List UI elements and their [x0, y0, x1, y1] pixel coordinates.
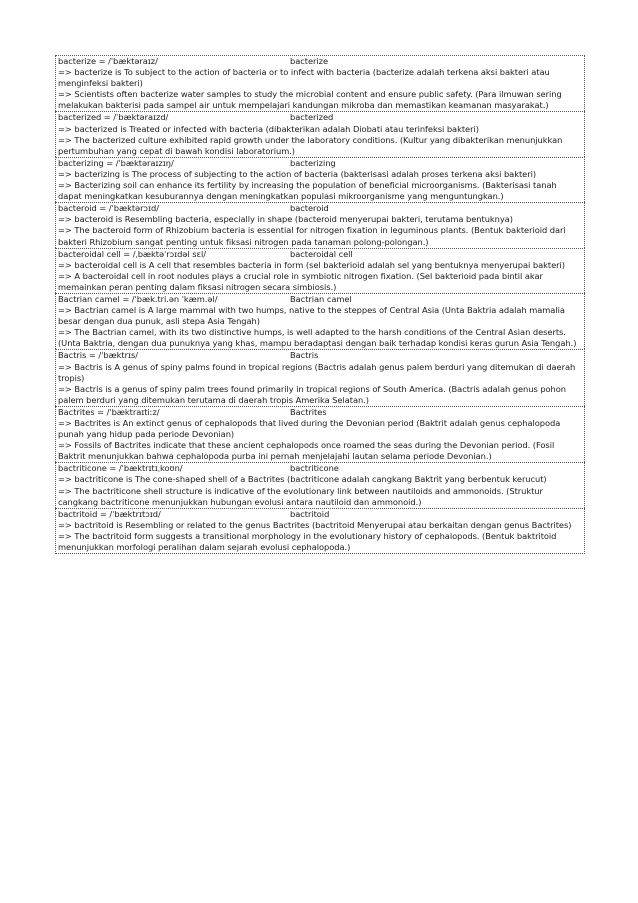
entry-definition: => bacterizing is The process of subjecting to the action of bacteria (bakterisasi adalah proses terkena aksi bakteri) [58, 168, 537, 179]
entry-word: Bactrian camel [290, 293, 352, 304]
entry-header [58, 249, 582, 260]
entry-definition: => bacteroidal cell is A cell that resembles bacteria in form (sel bakterioid adalah sel yang bentuknya menyerupai bakteri) [58, 259, 565, 270]
entry-pronunciation: Bactrian camel = /ˈbæk.tri.ən ˈkæm.əl/ [58, 293, 218, 304]
entry-bactrian-camel [55, 293, 585, 349]
entry-pronunciation: bacteroid = /ˈbæktərɔɪd/ [58, 203, 159, 214]
entry-word: bacterizing [290, 157, 336, 168]
entry-header [58, 294, 582, 305]
entry-definition: => Bactrites is An extinct genus of cephalopods that lived during the Devonian period (Baktrit adalah genus cephalopoda punah yang hidup pada periode Devonian) [58, 418, 561, 440]
entry-bactritoid [55, 508, 585, 554]
entry-example: => Bactris is a genus of spiny palm trees found primarily in tropical regions of South America. (Bactris adalah genus pohon palem berduri yang ditemukan terutama di daerah tropis Amerika Selatan.) [58, 383, 567, 405]
entry-header [58, 407, 582, 418]
entry-header [58, 56, 582, 67]
entry-example: => Fossils of Bactrites indicate that these ancient cephalopods once roamed the seas during the Devonian period. (Fosil Baktrit menunjukkan bahwa cephalopoda purba ini pernah menjelajahi lautan selama periode Devonian.) [58, 440, 555, 462]
entry-word: bacteroidal cell [290, 248, 353, 259]
entry-header [58, 112, 582, 123]
entry-pronunciation: Bactrites = /ˈbæktraɪtiːz/ [58, 406, 160, 417]
entry-bactriticone [55, 462, 585, 507]
entry-header [58, 158, 582, 169]
entry-pronunciation: bactriticone = /ˈbæktrɪtɪˌkoʊn/ [58, 463, 183, 474]
entry-definition: => bacterize is To subject to the action of bacteria or to infect with bacteria (bacterize adalah terkena aksi bakteri atau menginfeksi bakteri) [58, 67, 550, 89]
entry-definition: => Bactrian camel is A large mammal with two humps, native to the steppes of Central Asia (Unta Baktria adalah mamalia besar dengan dua punuk, asli stepa Asia Tengah) [58, 305, 565, 327]
entry-bacterizing [55, 157, 585, 202]
entry-definition: => bacteroid is Resembling bacteria, especially in shape (bacteroid menyerupai bakteri, terutama bentuknya) [58, 214, 513, 225]
entry-bactris [55, 349, 585, 405]
entry-header [58, 509, 582, 520]
entry-definition: => Bactris is A genus of spiny palms found in tropical regions (Bactris adalah genus palem berduri yang ditemukan di daerah tropis) [58, 361, 576, 383]
entry-pronunciation: bacterized = /ˈbæktəraɪzd/ [58, 112, 169, 123]
entry-word: Bactrites [290, 406, 327, 417]
entry-bacterize [55, 55, 585, 111]
entry-pronunciation: bacterizing = /ˈbæktəraɪzɪŋ/ [58, 157, 174, 168]
entry-bacteroidal-cell [55, 248, 585, 293]
entry-example: => Bacterizing soil can enhance its fertility by increasing the population of beneficial microorganisms. (Bakterisasi tanah dapat meningkatkan kesuburannya dengan meningkatkan populasi mikroorganisme yang menguntungkan.) [58, 180, 557, 202]
entry-word: bacteroid [290, 203, 329, 214]
entry-example: => The bactritoid form suggests a transitional morphology in the evolutionary history of cephalopods. (Bentuk baktritoid menunjukkan morfologi peralihan dalam sejarah evolusi cephalopoda.) [58, 530, 557, 553]
entry-pronunciation: bactritoid = /ˈbæktrɪtɔɪd/ [58, 508, 161, 519]
entry-definition: => bacterized is Treated or infected with bacteria (dibakterikan adalah Diobati atau terinfeksi bakteri) [58, 123, 479, 134]
entry-bacterized [55, 111, 585, 156]
entry-pronunciation: bacteroidal cell = /ˌbæktəˈrɔɪdəl sɛl/ [58, 248, 206, 259]
entry-header [58, 463, 582, 474]
vocabulary-list [55, 55, 585, 554]
entry-word: bacterized [290, 112, 334, 123]
entry-example: => The Bactrian camel, with its two distinctive humps, is well adapted to the harsh conditions of the Central Asian deserts. (Unta Baktria, dengan dua punuknya yang khas, mampu beradaptasi dengan baik terhadap kondisi keras gurun Asia Tengah.) [58, 327, 577, 349]
entry-example: => The bactriticone shell structure is indicative of the evolutionary link between nautiloids and ammonoids. (Struktur cangkang bactriticone menunjukkan hubungan evolusi antara nautiloid dan ammonoid.) [58, 485, 543, 507]
entry-example: => The bacterized culture exhibited rapid growth under the laboratory conditions. (Kultur yang dibakterikan menunjukkan pertumbuhan yang cepat di bawah kondisi laboratorium.) [58, 134, 563, 156]
entry-header [58, 350, 582, 361]
entry-definition: => bactritoid is Resembling or related to the genus Bactrites (bactritoid Menyerupai atau berkaitan dengan genus Bactrites) [58, 519, 572, 530]
entry-pronunciation: Bactris = /ˈbæktrɪs/ [58, 350, 139, 361]
entry-bactrites [55, 406, 585, 462]
entry-word: bactritoid [290, 508, 330, 519]
entry-example: => Scientists often bacterize water samples to study the microbial content and ensure public safety. (Para ilmuwan sering melakukan bakterisi pada sampel air untuk mempelajari kandungan mikroba dan memastikan keamanan masyarakat.) [58, 89, 562, 111]
entry-header [58, 203, 582, 214]
entry-example: => The bacteroid form of Rhizobium bacteria is essential for nitrogen fixation in leguminous plants. (Bentuk bakterioid dari bakteri Rhizobium sangat penting untuk fiksasi nitrogen pada tanaman polong-polongan.) [58, 225, 566, 247]
entry-definition: => bactriticone is The cone-shaped shell of a Bactrites (bactriticone adalah cangkang Baktrit yang berbentuk kerucut) [58, 474, 547, 485]
entry-word: bactriticone [290, 463, 339, 474]
entry-example: => A bacteroidal cell in root nodules plays a crucial role in symbiotic nitrogen fixation. (Sel bakterioid pada bintil akar memainkan peran penting dalam fiksasi nitrogen secara simbiosis.) [58, 270, 543, 292]
entry-bacteroid [55, 202, 585, 247]
entry-word: bacterize [290, 56, 328, 66]
entry-word: Bactris [290, 350, 319, 361]
entry-pronunciation: bacterize = /ˈbæktəraɪz/ [58, 56, 158, 66]
